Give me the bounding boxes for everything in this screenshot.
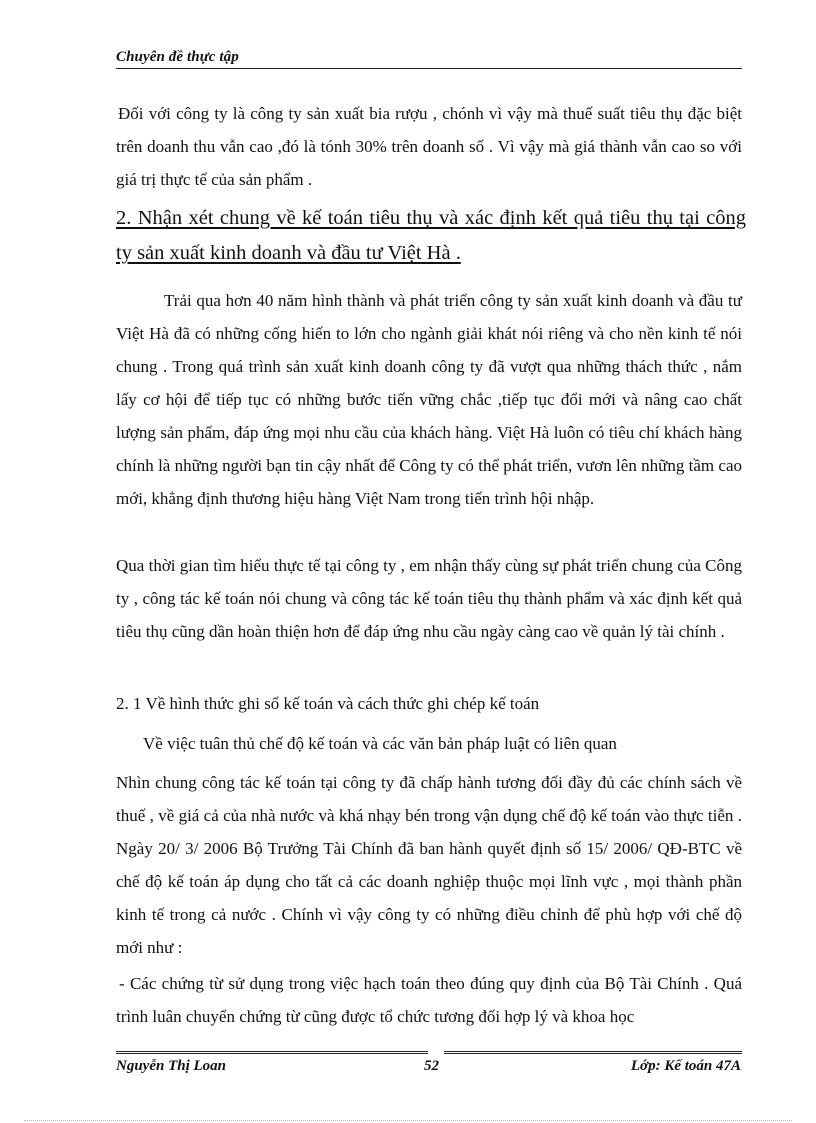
- footer-class-label: Lớp: Kế toán 47A: [630, 1058, 741, 1074]
- page-number: 52: [424, 1058, 439, 1074]
- subsection-heading: 2. 1 Về hình thức ghi sổ kế toán và cách thức ghi chép kế toán: [116, 694, 540, 713]
- intro-paragraph: Đối với công ty là công ty sản xuất bia rượu , chónh vì vậy mà thuế suất tiêu thụ đặc biệt trên doanh thu vẫn cao ,đó là tónh 30% trên doanh số . Vì vậy mà giá thành vẫn cao so với giá trị thực tế của sản phẩm .: [116, 104, 742, 189]
- paragraph-history: Trải qua hơn 40 năm hình thành và phát triển công ty sản xuất kinh doanh và đầu tư Việt Hà đã có những cống hiến to lớn cho ngành giải khát nói riêng và cho nền kinh tế nói chung . Trong quá trình sản xuất kinh doanh công ty đã vượt qua những thách thức , nắm lấy cơ hội để tiếp tục có những bước tiến vững chắc ,tiếp tục đổi mới và nâng cao chất lượng sản phẩm, đáp ứng mọi nhu cầu của khách hàng. Việt Hà luôn có tiêu chí khách hàng chính là những người bạn tin cậy nhất để Công ty có thể phát triển, vươn lên những tầm cao mới, khẳng định thương hiệu hàng Việt Nam trong tiến trình hội nhập.: [116, 291, 742, 508]
- paragraph-observation: Qua thời gian tìm hiểu thực tế tại công ty , em nhận thấy cùng sự phát triển chung của Công ty , công tác kế toán nói chung và công tác kế toán tiêu thụ thành phẩm và xác định kết quả tiêu thụ cũng dần hoàn thiện hơn để đáp ứng nhu cầu ngày càng cao về quản lý tài chính .: [116, 556, 742, 641]
- header-divider: [116, 68, 742, 69]
- subsubsection-heading: Về việc tuân thủ chế độ kế toán và các văn bản pháp luật có liên quan: [143, 734, 617, 753]
- footer-author: Nguyễn Thị Loan: [116, 1058, 227, 1074]
- paragraph-compliance: Nhìn chung công tác kế toán tại công ty đã chấp hành tương đối đầy đủ các chính sách về thuế , về giá cả của nhà nước và khá nhạy bén trong vận dụng chế độ kế toán vào thực tiễn . Ngày 20/ 3/ 2006 Bộ Trưởng Tài Chính đã ban hành quyết định số 15/ 2006/ QĐ-BTC về chế độ kế toán áp dụng cho tất cả các doanh nghiệp thuộc mọi lĩnh vực , mọi thành phần kinh tế trong cả nước . Chính vì vậy công ty có những điều chỉnh để phù hợp với chế độ mới như :: [116, 773, 742, 957]
- footer-divider-right: [444, 1051, 742, 1056]
- footer-divider-left: [116, 1051, 428, 1056]
- header-title: Chuyên đề thực tập: [116, 49, 239, 65]
- section-heading: 2. Nhận xét chung về kế toán tiêu thụ và xác định kết quả tiêu thụ tại công ty sản xuất kinh doanh và đầu tư Việt Hà .: [116, 207, 746, 264]
- page-bottom-edge: [24, 1120, 792, 1121]
- bullet-vouchers: - Các chứng từ sử dụng trong việc hạch toán theo đúng quy định của Bộ Tài Chính . Quá trình luân chuyển chứng từ cũng được tổ chức tương đối hợp lý và khoa học: [116, 974, 742, 1026]
